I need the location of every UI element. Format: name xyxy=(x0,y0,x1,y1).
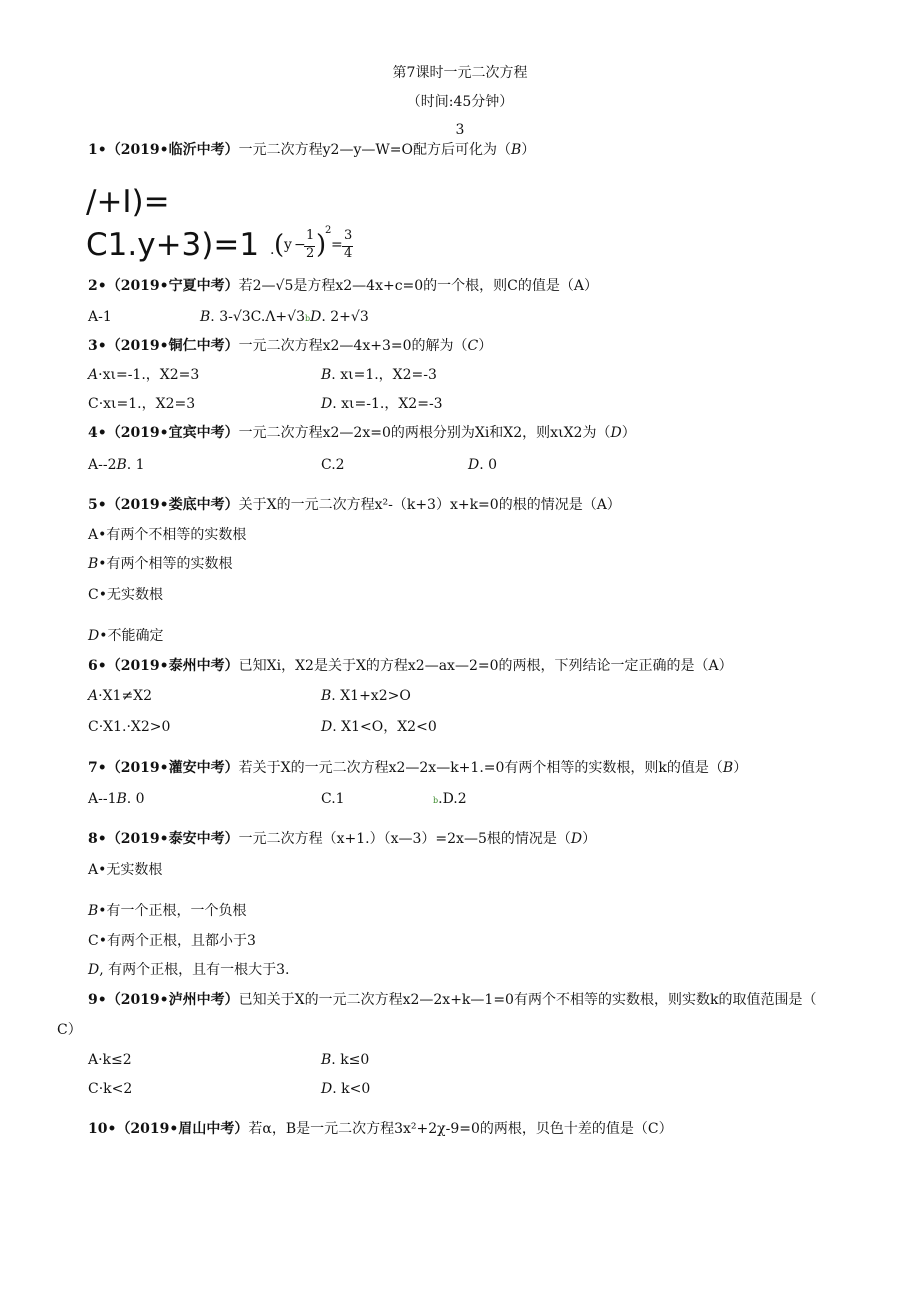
page-title: 第7课时一元二次方程 xyxy=(392,65,528,81)
question-3: 3•（2019•铜仁中考）一元二次方程x2—4x+3=0的解为（C） xyxy=(88,338,493,354)
q3-option-c: C·xι=1.，X2=3 xyxy=(88,396,196,412)
q7-option-d: b.D.2 xyxy=(433,791,467,807)
question-10: 10•（2019•眉山中考）若α，B是一元二次方程3x²+2χ-9=0的两根，贝色十差的值是（C） xyxy=(88,1121,673,1137)
question-1: 1•（2019•临沂中考）一元二次方程y2—y—W=O配方后可化为（B） xyxy=(88,142,536,158)
q5-option-d: D•不能确定 xyxy=(88,628,164,644)
q6-option-c: C·X1.·X2>0 xyxy=(88,719,171,735)
question-7: 7•（2019•灌安中考）若关于X的一元二次方程x2—2x—k+1.=0有两个相等的实数根，则k的值是（B） xyxy=(88,760,748,776)
q3-option-a: A·xι=-1.，X2=3 xyxy=(88,367,200,383)
q9-option-b: B. k≤0 xyxy=(321,1052,370,1068)
question-9: 9•（2019•泸州中考）已知关于X的一元二次方程x2—2x+k—1=0有两个不相等的实数根，则实数k的取值范围是（ xyxy=(88,992,817,1008)
q1-option-fragment: /+I)= xyxy=(86,184,170,220)
question-2: 2•（2019•宁夏中考）若2—√5是方程x2—4x+c=0的一个根，则C的值是（A） xyxy=(88,278,598,294)
q6-option-a: A·X1≠X2 xyxy=(88,688,153,704)
q2-options-bcd: B. 3-√3C.Λ+√3bD. 2+√3 xyxy=(200,309,369,325)
q5-option-a: A•有两个不相等的实数根 xyxy=(88,527,247,543)
q7-options-ab: A--1B. 0 xyxy=(88,791,145,807)
q7-option-c: C.1 xyxy=(321,791,345,807)
q5-option-c: C•无实数根 xyxy=(88,587,163,603)
q3-option-b: B. xι=1.，X2=-3 xyxy=(321,367,437,383)
q9-option-a: A·k≤2 xyxy=(88,1052,132,1068)
q1-option-c: C1.y+3)=1 xyxy=(86,227,260,263)
q9-option-d: D. k<0 xyxy=(321,1081,371,1097)
q2-option-a: A-1 xyxy=(88,309,112,325)
q8-option-b: B•有一个正根，一个负根 xyxy=(88,903,247,919)
q4-option-d: D. 0 xyxy=(468,457,498,473)
question-6: 6•（2019•泰州中考）已知Xi，X2是关于X的方程x2—ax—2=0的两根，下列结论一定正确的是（A） xyxy=(88,658,733,674)
question-9-answer: C） xyxy=(57,1022,82,1038)
q8-option-c: C•有两个正根，且都小于3 xyxy=(88,933,256,949)
question-5: 5•（2019•娄底中考）关于X的一元二次方程x²-（k+3）x+k=0的根的情况是（A） xyxy=(88,497,621,513)
page-mark: 3 xyxy=(455,122,465,138)
time-limit: （时间:45分钟） xyxy=(406,94,514,110)
q8-option-a: A•无实数根 xyxy=(88,862,163,878)
q4-options-ab: A--2B. 1 xyxy=(88,457,145,473)
question-8: 8•（2019•泰安中考）一元二次方程（x+1.）（x—3）=2x—5根的情况是（D） xyxy=(88,831,597,847)
q8-option-d: D, 有两个正根，且有一根大于3. xyxy=(88,962,290,978)
q4-option-c: C.2 xyxy=(321,457,345,473)
question-4: 4•（2019•宜宾中考）一元二次方程x2—2x=0的两根分别为Xi和X2，则xιX2为（D） xyxy=(88,425,636,441)
q1-option-formula: . ( y − 1 2 ) 2 = 3 4 xyxy=(270,225,353,261)
q3-option-d: D. xι=-1.，X2=-3 xyxy=(321,396,443,412)
q5-option-b: B•有两个相等的实数根 xyxy=(88,556,233,572)
q6-option-d: D. X1<O，X2<0 xyxy=(321,719,437,735)
q6-option-b: B. X1+x2>O xyxy=(321,688,411,704)
q9-option-c: C·k<2 xyxy=(88,1081,133,1097)
